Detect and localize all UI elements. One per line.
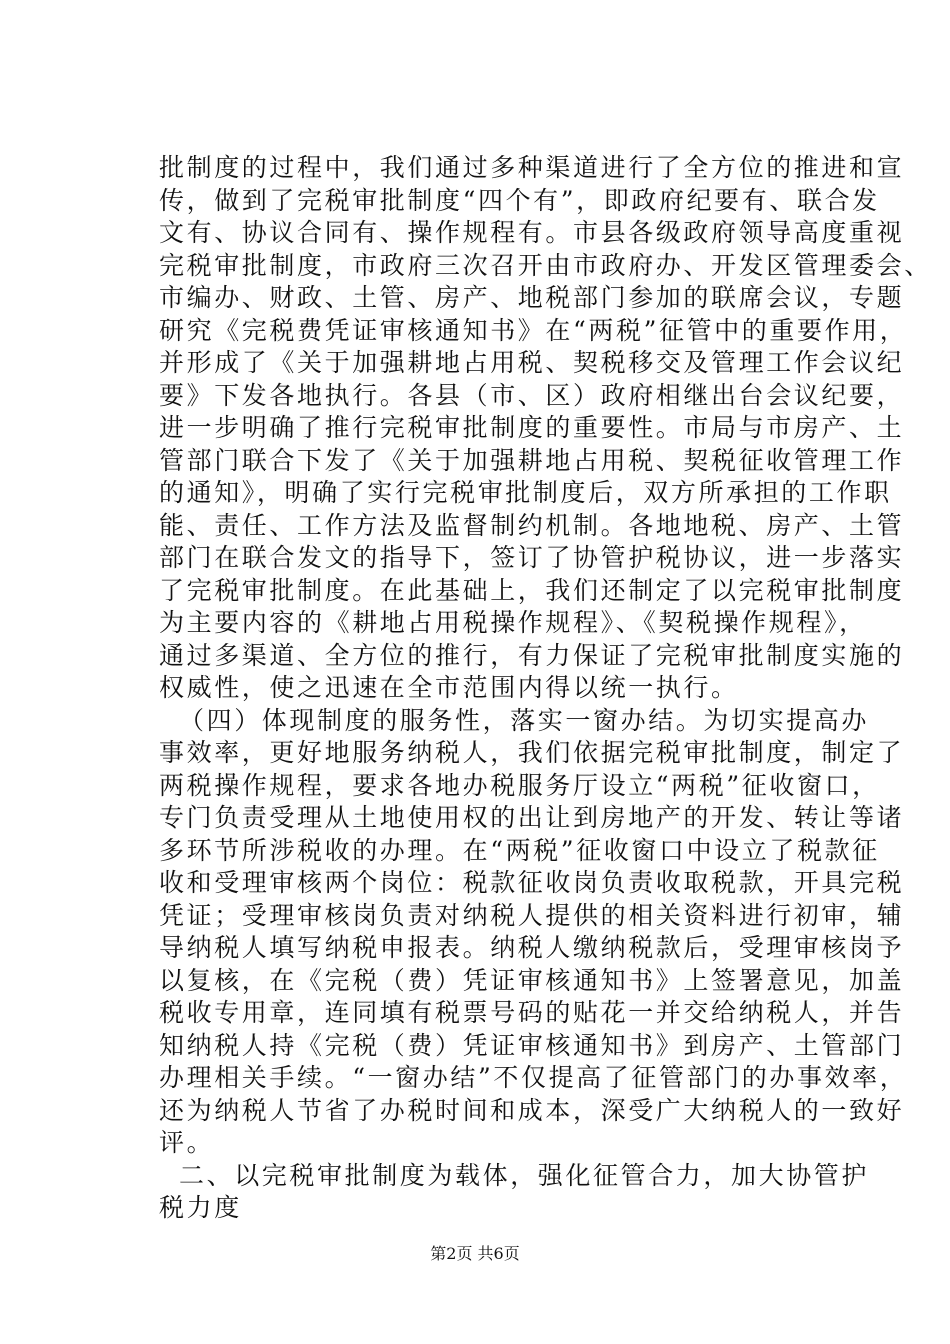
text-line: 并形成了《关于加强耕地占用税、契税移交及管理工作会议纪 — [159, 348, 905, 377]
text-line: 多环节所涉税收的办理。在“两税”征收窗口中设立了税款征 — [159, 835, 880, 865]
text-line: 凭证；受理审核岗负责对纳税人提供的相关资料进行初审，辅 — [159, 900, 905, 930]
text-line: 事效率，更好地服务纳税人，我们依据完税审批制度，制定了 — [159, 738, 905, 767]
text-line: 研究《完税费凭证审核通知书》在“两税”征管中的重要作用， — [159, 315, 908, 345]
text-line: 要》下发各地执行。各县（市、区）政府相继出台会议纪要， — [159, 380, 905, 410]
text-line: 部门在联合发文的指导下，签订了协管护税协议，进一步落实 — [159, 543, 905, 572]
page-number: 第2页 共6页 — [430, 1244, 520, 1263]
text-line: （四）体现制度的服务性，落实一窗办结。为切实提高办 — [179, 705, 870, 735]
text-line: 能、责任、工作方法及监督制约机制。各地地税、房产、土管 — [159, 510, 905, 540]
text-line: 收和受理审核两个岗位：税款征收岗负责收取税款，开具完税 — [159, 868, 905, 897]
text-line: 进一步明确了推行完税审批制度的重要性。市局与市房产、土 — [159, 413, 905, 442]
text-line: 权威性，使之迅速在全市范围内得以统一执行。 — [159, 673, 739, 702]
text-line: 市编办、财政、土管、房产、地税部门参加的联席会议，专题 — [159, 283, 905, 312]
text-line: 文有、协议合同有、操作规程有。市县各级政府领导高度重视 — [159, 218, 905, 247]
text-line: 为主要内容的《耕地占用税操作规程》、《契税操作规程》， — [159, 608, 867, 637]
text-line: 办理相关手续。“一窗办结”不仅提高了征管部门的办事效率， — [159, 1063, 908, 1092]
page-footer — [0, 1244, 950, 1264]
text-line: 管部门联合下发了《关于加强耕地占用税、契税征收管理工作 — [159, 445, 905, 475]
text-line: 完税审批制度，市政府三次召开由市政府办、开发区管理委会、 — [159, 250, 932, 280]
text-line: 税收专用章，连同填有税票号码的贴花一并交给纳税人，并告 — [159, 998, 905, 1027]
text-line: 知纳税人持《完税（费）凭证审核通知书》到房产、土管部门 — [159, 1030, 905, 1060]
text-line: 批制度的过程中，我们通过多种渠道进行了全方位的推进和宣 — [159, 153, 905, 182]
text-line: 的通知》，明确了实行完税审批制度后，双方所承担的工作职 — [159, 478, 892, 507]
text-line: 评。 — [159, 1128, 215, 1157]
text-line: 以复核，在《完税（费）凭证审核通知书》上签署意见，加盖 — [159, 965, 905, 995]
text-line: 两税操作规程，要求各地办税服务厅设立“两税”征收窗口， — [159, 770, 880, 800]
text-line: 了完税审批制度。在此基础上，我们还制定了以完税审批制度 — [159, 575, 905, 605]
document-body — [159, 152, 932, 1225]
text-line: 传，做到了完税审批制度“四个有”，即政府纪要有、联合发 — [159, 185, 880, 215]
text-line: 导纳税人填写纳税申报表。纳税人缴纳税款后，受理审核岗予 — [159, 933, 905, 962]
section-heading-line: 税力度 — [159, 1193, 242, 1222]
section-heading-line: 二、以完税审批制度为载体，强化征管合力，加大协管护 — [179, 1160, 870, 1190]
text-line: 通过多渠道、全方位的推行，有力保证了完税审批制度实施的 — [159, 640, 905, 670]
text-line: 还为纳税人节省了办税时间和成本，深受广大纳税人的一致好 — [159, 1095, 905, 1125]
text-line: 专门负责受理从土地使用权的出让到房地产的开发、转让等诸 — [159, 803, 905, 832]
